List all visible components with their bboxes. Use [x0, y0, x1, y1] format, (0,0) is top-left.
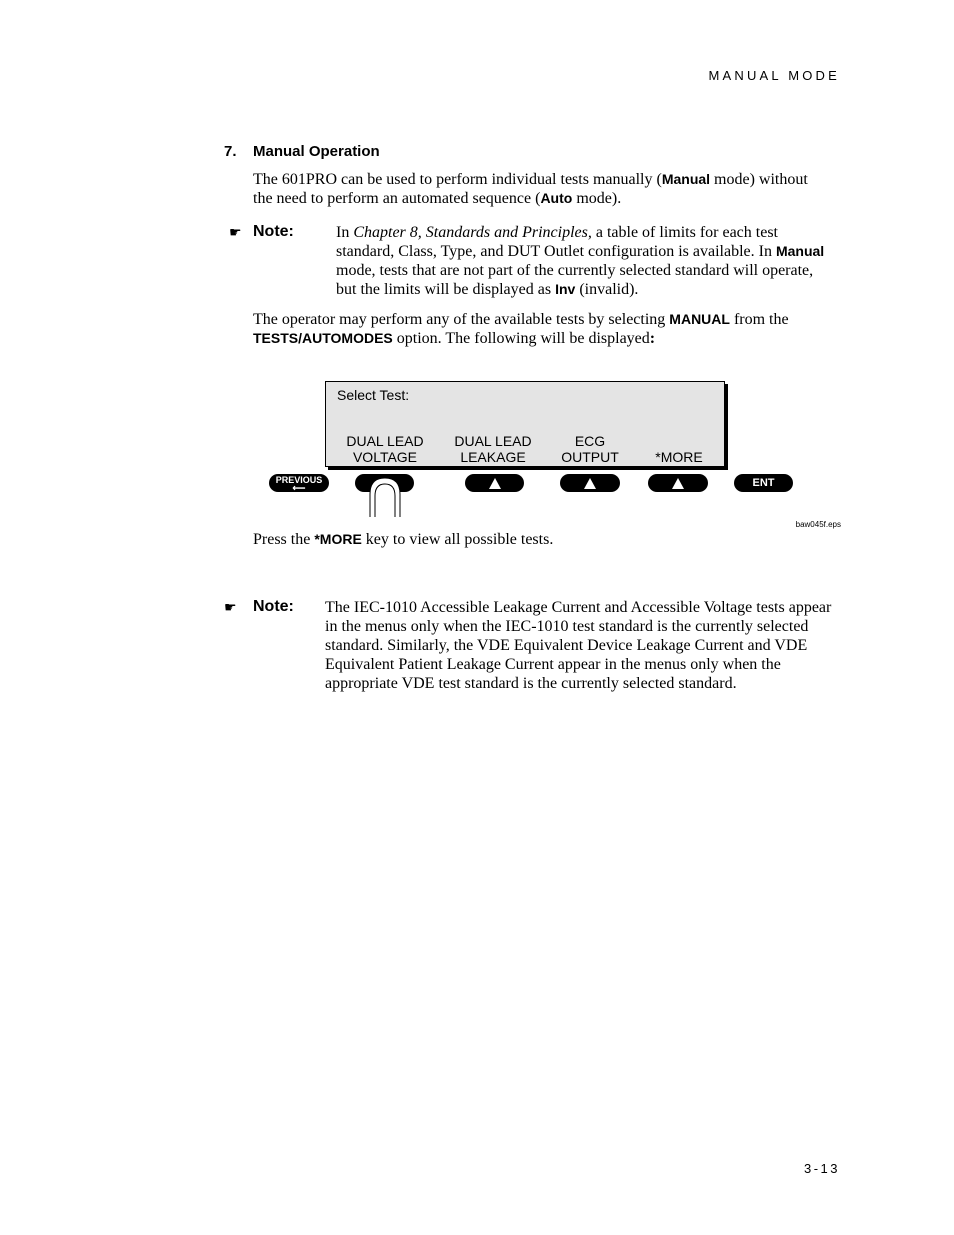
- softkey-4[interactable]: [648, 474, 708, 492]
- back-arrow-icon: ⟵: [292, 482, 306, 493]
- finger-press-icon: [365, 476, 405, 518]
- note-label: Note:: [253, 223, 294, 240]
- option-line-1: ECG: [574, 433, 606, 449]
- option-line-1: [629, 433, 729, 449]
- option-line-2: LEAKAGE: [460, 449, 526, 465]
- press-more-bold: *MORE: [314, 531, 362, 547]
- up-arrow-icon: [672, 478, 684, 489]
- note-2-text: The IEC-1010 Accessible Leakage Current and Accessible Voltage tests appear in the menus only when the IEC-1010 test standard is the currently selected standard. Similarly, the VDE Equivalent Device Leakage Current and VDE Equivalent Patient Leakage Current appear in the menus only when the appropriate VDE test standard is the currently selected standard.: [325, 599, 832, 692]
- note-1-text: [336, 223, 826, 299]
- lcd-option-ecg-output: [540, 433, 640, 465]
- option-line-2: VOLTAGE: [352, 449, 418, 465]
- note1-text-1: In: [336, 224, 354, 241]
- operator-text-2: from the: [729, 311, 789, 328]
- softkey-2[interactable]: [465, 474, 524, 492]
- previous-key[interactable]: [269, 474, 329, 492]
- softkey-3[interactable]: [560, 474, 620, 492]
- running-header: MANUAL MODE: [708, 68, 840, 83]
- previous-key-label: PREVIOUS: [275, 474, 323, 485]
- note1-text-4: (invalid).: [575, 281, 639, 298]
- up-arrow-icon: [584, 478, 596, 489]
- intro-text-1: The 601PRO can be used to perform individual tests manually (: [253, 171, 662, 188]
- note1-chapter-ref: Chapter 8, Standards and Principles,: [353, 224, 592, 241]
- note1-inv-bold: Inv: [555, 281, 576, 297]
- note1-manual-bold: Manual: [775, 243, 825, 259]
- option-line-2: *MORE: [655, 449, 703, 465]
- lcd-display: [325, 381, 725, 467]
- press-more-paragraph: [253, 530, 553, 549]
- intro-text-3: mode).: [572, 190, 622, 207]
- intro-paragraph: [253, 170, 813, 208]
- option-line-2: OUTPUT: [561, 449, 619, 465]
- lcd-title: Select Test:: [337, 387, 410, 403]
- enter-key[interactable]: ENT: [734, 474, 793, 492]
- intro-auto-bold: Auto: [540, 190, 573, 206]
- intro-manual-bold: Manual: [661, 171, 711, 187]
- intro-text-2: mode) without the need to perform an automated sequence (: [253, 171, 808, 207]
- operator-colon: :: [649, 330, 656, 347]
- note-label: Note:: [253, 598, 294, 615]
- up-arrow-icon: [489, 478, 501, 489]
- lcd-option-dual-lead-leakage: [443, 433, 543, 465]
- press-text-2: key to view all possible tests.: [361, 531, 554, 548]
- pointing-hand-icon: ☛: [229, 226, 242, 241]
- note1-text-2: a table of limits for each test standard, Class, Type, and DUT Outlet configuration is available. In: [336, 224, 778, 260]
- operator-paragraph: [253, 310, 838, 348]
- operator-text-3: option. The following will be displayed: [392, 330, 650, 347]
- operator-manual-bold: MANUAL: [669, 311, 730, 327]
- figure-id: baw045f.eps: [795, 520, 841, 529]
- lcd-option-more: [629, 433, 729, 465]
- section-number: 7.: [224, 143, 237, 160]
- pointing-hand-icon: ☛: [224, 601, 237, 616]
- press-text-1: Press the: [253, 531, 315, 548]
- option-line-1: DUAL LEAD: [346, 433, 424, 449]
- option-line-1: DUAL LEAD: [454, 433, 532, 449]
- lcd-option-dual-lead-voltage: [335, 433, 435, 465]
- operator-text-1: The operator may perform any of the available tests by selecting: [253, 311, 670, 328]
- note1-text-3: mode, tests that are not part of the currently selected standard will operate, but the limits will be displayed as: [336, 262, 814, 298]
- section-title: Manual Operation: [253, 143, 380, 160]
- page-number: 3-13: [803, 1161, 840, 1176]
- operator-tests-bold: TESTS/AUTOMODES: [253, 330, 393, 346]
